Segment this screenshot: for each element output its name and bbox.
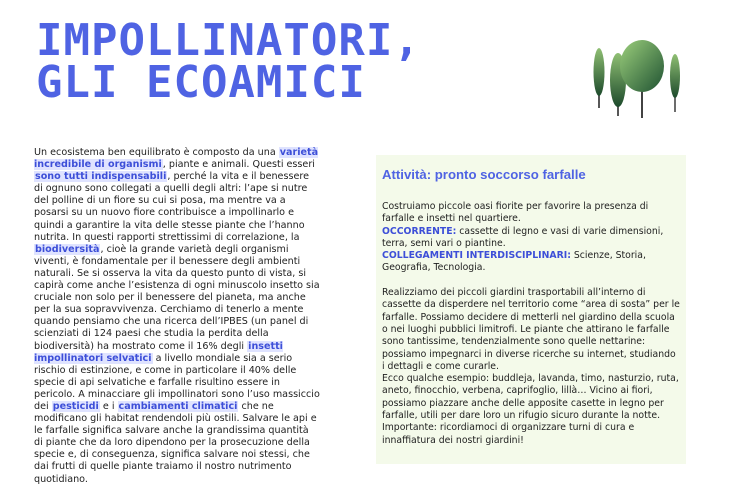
text-segment: , cioè la grande varietà degli organismi viventi, è fondamentale per il benessere degli ambienti naturali. Se si osserva la vita da questo punto di vista, si capirà come anche l’esistenza di ogni minuscolo insetto sia cruciale non solo per il benessere del pianeta, ma anche per la sua sopravvivenza. Cerchiamo di tenerlo a mente quando pensiamo che una ricerca dell’IPBES (un panel di scienziati di 124 paesi che studia la perdita della biodiversità) ha mostrato come il 16% degli — [34, 243, 320, 352]
highlight-term: biodiversità — [35, 243, 100, 255]
occorrente-text: cassette di legno e vasi di varie dimensioni, terra, semi vari o piantine. — [382, 225, 664, 249]
highlight-term: pesticidi — [52, 400, 99, 412]
highlight-term: sono tutti indispensabili — [35, 171, 167, 183]
collegamenti-line — [382, 250, 680, 275]
activity-intro: Costruiamo piccole oasi fiorite per favorire la presenza di farfalle e insetti nel quartiere. — [382, 201, 649, 225]
title-line-2: GLI ECOAMICI — [36, 57, 366, 108]
text-segment: a livello mondiale sia a serio rischio di estinzione, e come in particolare il 40% delle specie di api selvatiche e farfalle risultino essere in pericolo. A minacciare gli impollinatori sono l’uso massiccio dei — [34, 352, 320, 412]
occorrente-line — [382, 226, 680, 251]
activity-text — [382, 201, 680, 447]
occorrente-label: OCCORRENTE: — [382, 225, 457, 237]
activity-body-2: Ecco qualche esempio: buddleja, lavanda, timo, nasturzio, ruta, aneto, finocchio, verbena, caprifoglio, lillà… Vicino ai fiori, possiamo piazzare anche delle apposite casette in legno per farfalle, utili per dare loro un rifugio sicuro durante la notte. Importante: ricordiamoci di organizzare turni di cura e innaffiatura dei nostri giardini! — [382, 373, 679, 446]
text-segment: , perché la vita e il benessere di ognuno sono collegati a quelli degli altri: l’ape si nutre del polline di un fiore su cui si posa, ma mentre va a posarsi su un nuovo fiore contribuisce a impollinarlo e quindi a garantire la vita delle stesse piante che l’hanno nutrita. In questi rapporti strettissimi di correlazione, la — [34, 171, 309, 243]
title-line-1: IMPOLLINATORI, — [36, 15, 421, 66]
page-title — [36, 15, 421, 108]
text-segment: che ne modificano gli habitat rendendoli più ostili. Salvare le api e le farfalle significa salvare anche la grandissima quantità di piante che da loro dipendono per la prosecuzione della specie e, di conseguenza, significa salvare noi stessi, che dai frutti di quelle piante traiamo il nostro nutrimento quotidiano. — [34, 400, 317, 485]
activity-box — [376, 155, 686, 464]
text-segment: e i — [99, 400, 118, 412]
collegamenti-text: Scienze, Storia, Geografia, Tecnologia. — [382, 250, 646, 274]
highlight-term: cambiamenti climatici — [118, 400, 238, 412]
text-segment: , piante e animali. Questi esseri — [162, 159, 315, 171]
article-paragraph — [34, 147, 320, 486]
highlight-term: insetti impollinatori selvatici — [34, 340, 283, 364]
highlight-term: varietà incredibile di organismi — [34, 147, 319, 171]
text-segment: Un ecosistema ben equilibrato è composto da una — [34, 147, 279, 158]
activity-body-1: Realizziamo dei piccoli giardini trasportabili all’interno di cassette da disperdere nel territorio come “area di sosta” per le farfalle. Possiamo decidere di metterli nel giardino della scuola o nei luoghi pubblici limitrofi. Le piante che attirano le farfalle sono tantissime, tendenzialmente sono quelle nettarine: possiamo impegnarci in diverse ricerche su internet, studiando i dettagli e come curarle. — [382, 287, 680, 372]
collegamenti-label: COLLEGAMENTI INTERDISCIPLINARI: — [382, 250, 571, 262]
activity-title: Attività: pronto soccorso farfalle — [382, 167, 586, 182]
trees-illustration — [590, 36, 700, 122]
intro-article — [34, 147, 320, 486]
